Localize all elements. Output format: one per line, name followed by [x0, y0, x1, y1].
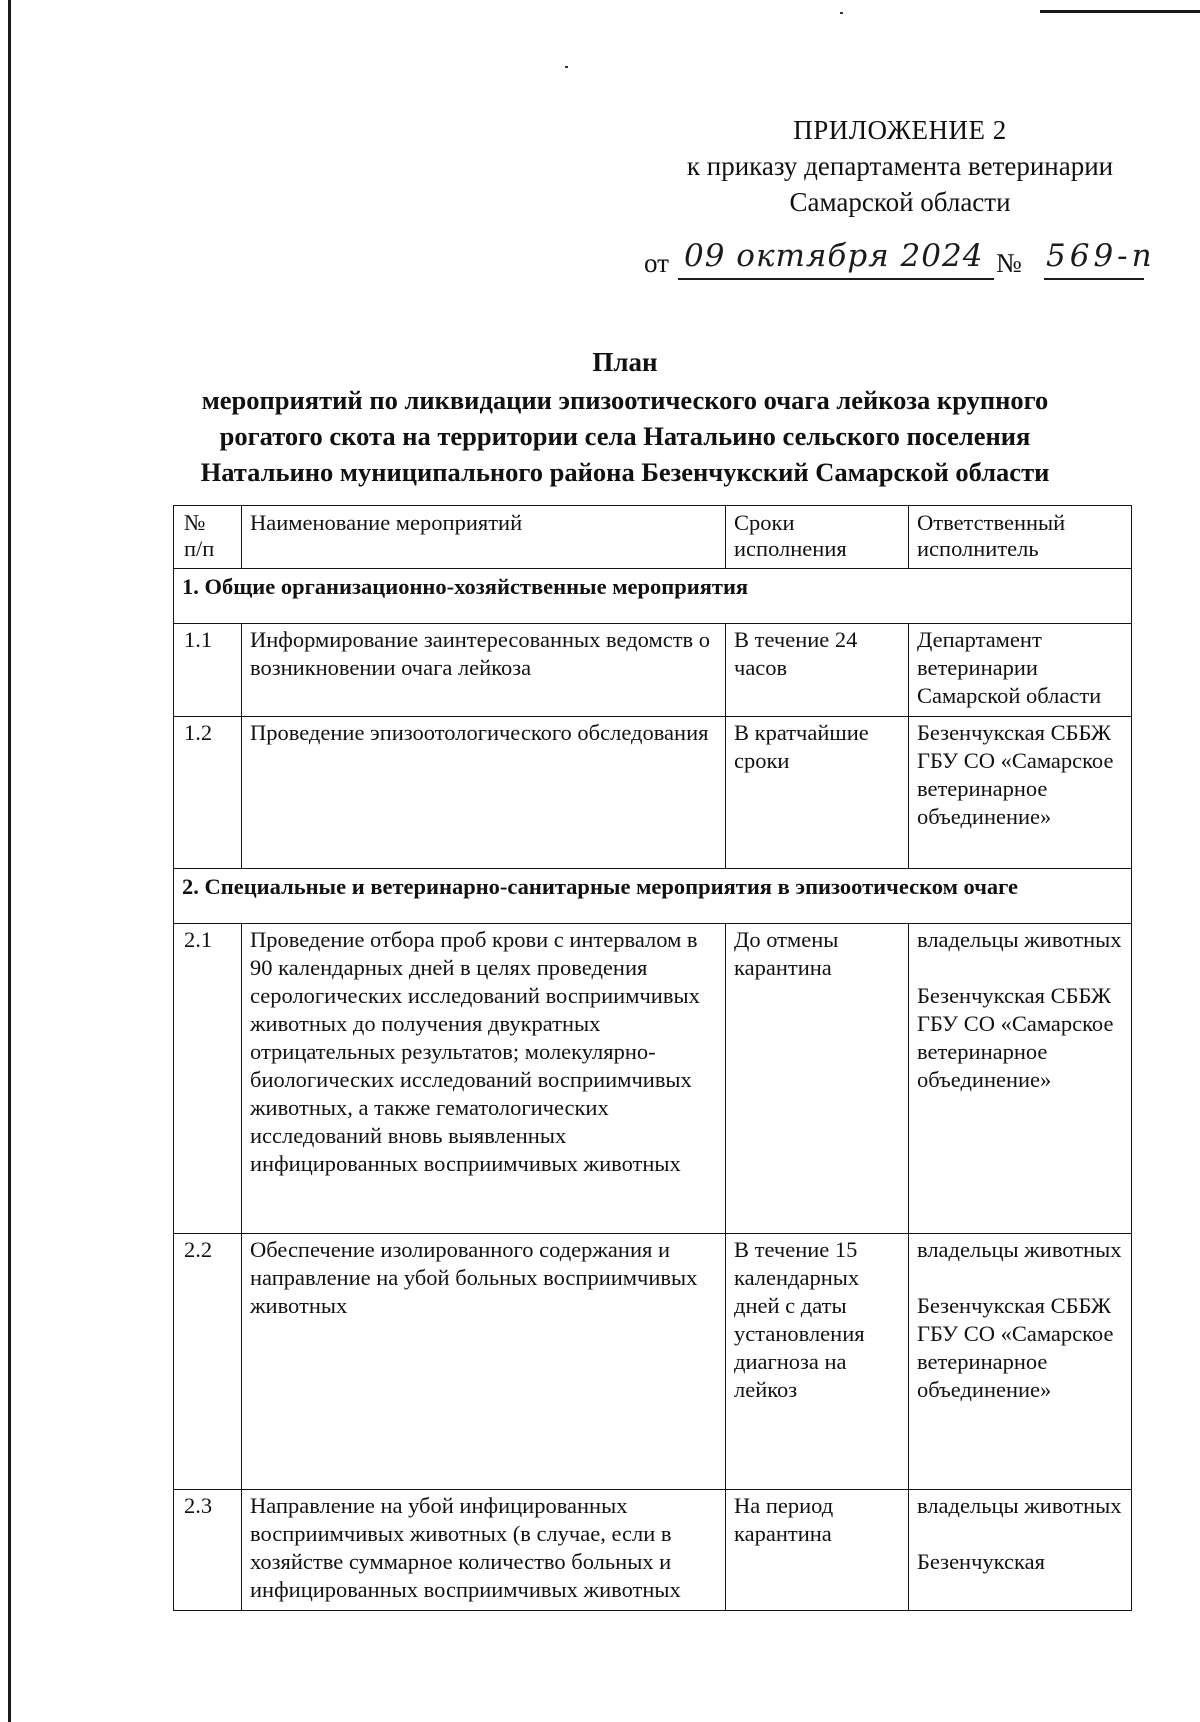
row-measure: Проведение отбора проб крови с интервалом в 90 календарных дней в целях проведения серологических исследований восприимчивых животных до получения двукратных отрицательных результатов; молекулярно-биологических исследований восприимчивых животных, а также гематологических исследований вновь выявленных инфицированных восприимчивых животных	[242, 924, 726, 1234]
section-title: 1. Общие организационно-хозяйственные мероприятия	[174, 569, 1132, 624]
row-term: В течение 15 календарных дней с даты установления диагноза на лейкоз	[726, 1234, 909, 1490]
row-responsible	[909, 1490, 1132, 1611]
plan-title-line-3: Натальино муниципального района Безенчукский Самарской области	[200, 457, 1050, 487]
scan-speck	[565, 66, 568, 68]
date-underline	[678, 278, 994, 280]
row-responsible-owner: владельцы животных	[917, 1493, 1122, 1518]
table-row	[174, 924, 1132, 1234]
date-prefix: от	[644, 248, 669, 278]
plan-heading: План	[592, 347, 658, 377]
section-row	[174, 569, 1132, 624]
row-responsible-agency: Безенчукская	[917, 1549, 1045, 1574]
row-responsible: Департамент ветеринарии Самарской области	[909, 624, 1132, 717]
scan-speck	[840, 12, 843, 14]
scan-edge-top	[1040, 10, 1200, 13]
order-date-number-line	[644, 238, 1156, 280]
cell-gap	[917, 1264, 1123, 1292]
order-reference-line-2: Самарской области	[789, 187, 1011, 217]
row-number: 2.2	[174, 1234, 242, 1490]
row-responsible-owner: владельцы животных	[917, 1237, 1122, 1262]
row-responsible: Безенчукская СББЖ ГБУ СО «Самарское ветеринарное объединение»	[909, 717, 1132, 869]
handwritten-date: 09 октября 2024	[684, 238, 984, 274]
row-responsible-owner: владельцы животных	[917, 927, 1122, 952]
handwritten-number: 569-п	[1046, 238, 1156, 274]
appendix-header	[640, 112, 1160, 220]
row-number: 2.3	[174, 1490, 242, 1611]
row-responsible	[909, 1234, 1132, 1490]
section-row	[174, 869, 1132, 924]
section-title: 2. Специальные и ветеринарно-санитарные мероприятия в эпизоотическом очаге	[174, 869, 1132, 924]
row-measure: Обеспечение изолированного содержания и направление на убой больных восприимчивых животных	[242, 1234, 726, 1490]
row-measure: Проведение эпизоотологического обследования	[242, 717, 726, 869]
column-header-term: Сроки исполнения	[726, 506, 909, 569]
table-row	[174, 624, 1132, 717]
table-row	[174, 717, 1132, 869]
scan-edge-left	[8, 0, 11, 1722]
appendix-title: ПРИЛОЖЕНИЕ 2	[793, 115, 1007, 145]
order-reference-line-1: к приказу департамента ветеринарии	[686, 151, 1114, 181]
row-responsible-agency: Безенчукская СББЖ ГБУ СО «Самарское ветеринарное объединение»	[917, 1293, 1114, 1402]
column-header-number: № п/п	[174, 506, 242, 569]
column-header-responsible: Ответственный исполнитель	[909, 506, 1132, 569]
table-row	[174, 1490, 1132, 1611]
column-header-name: Наименование мероприятий	[242, 506, 726, 569]
plan-title-line-1: мероприятий по ликвидации эпизоотического очага лейкоза крупного	[201, 385, 1049, 415]
row-term: До отмены карантина	[726, 924, 909, 1234]
number-underline	[1044, 278, 1144, 280]
row-responsible-agency: Безенчукская СББЖ ГБУ СО «Самарское ветеринарное объединение»	[917, 983, 1114, 1092]
row-responsible	[909, 924, 1132, 1234]
row-term: В течение 24 часов	[726, 624, 909, 717]
cell-gap	[917, 954, 1123, 982]
number-prefix: №	[996, 248, 1022, 278]
row-term: В кратчайшие сроки	[726, 717, 909, 869]
table-row	[174, 1234, 1132, 1490]
plan-title	[160, 344, 1090, 490]
plan-title-line-2: рогатого скота на территории села Натальино сельского поселения	[219, 421, 1031, 451]
table-header-row	[174, 506, 1132, 569]
measures-table	[173, 505, 1132, 1611]
row-number: 1.1	[174, 624, 242, 717]
row-number: 2.1	[174, 924, 242, 1234]
cell-gap	[917, 1520, 1123, 1548]
row-number: 1.2	[174, 717, 242, 869]
row-measure: Направление на убой инфицированных восприимчивых животных (в случае, если в хозяйстве суммарное количество больных и инфицированных восприимчивых животных	[242, 1490, 726, 1611]
row-measure: Информирование заинтересованных ведомств о возникновении очага лейкоза	[242, 624, 726, 717]
row-term: На период карантина	[726, 1490, 909, 1611]
